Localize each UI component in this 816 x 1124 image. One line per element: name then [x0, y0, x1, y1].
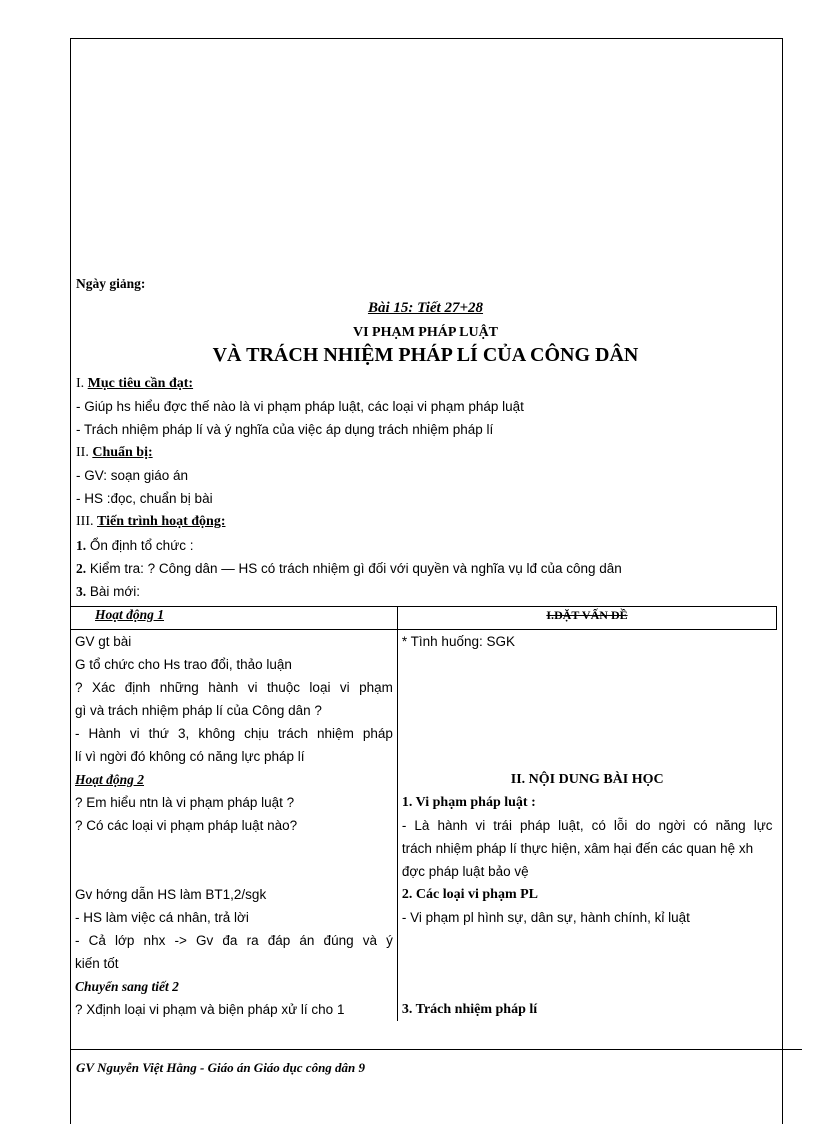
- table-line: [402, 929, 773, 952]
- table-line: [402, 699, 773, 722]
- table-line: [402, 952, 773, 975]
- table-line: * Tình huống: SGK: [401, 634, 515, 649]
- table-line: [402, 676, 773, 699]
- subheading-1: 1. Vi phạm pháp luật :: [401, 795, 536, 810]
- table-line: G tổ chức cho Hs trao đổi, thảo luận: [75, 657, 292, 672]
- title-small: VI PHẠM PHÁP LUẬT: [352, 325, 499, 340]
- step-3: [76, 584, 140, 600]
- section-2-title: Chuẩn bị:: [92, 445, 153, 460]
- subheading-3: 3. Trách nhiệm pháp lí: [401, 1002, 538, 1017]
- table-line: - Là hành vi trái pháp luật, có lỗi do ngời có năng lực: [401, 818, 773, 833]
- section-1-item: - Giúp hs hiểu đợc thế nào là vi phạm pháp luật, các loại vi phạm pháp luật: [76, 399, 524, 414]
- step-number: 2.: [76, 561, 87, 576]
- table-body-row: [71, 630, 777, 1022]
- section-1-heading: [76, 376, 193, 392]
- section-2-item: - GV: soạn giáo án: [76, 468, 189, 483]
- table-line: gì và trách nhiệm pháp lí của Công dân ?: [75, 703, 322, 718]
- step-number: 1.: [76, 538, 87, 553]
- table-line: ? Xác định những hành vi thuộc loại vi phạm: [75, 680, 393, 695]
- table-line: GV gt bài: [75, 634, 132, 649]
- right-column: [397, 630, 776, 1022]
- section-1-title: Mục tiêu cần đạt:: [87, 376, 194, 391]
- table-header-row: [71, 607, 777, 630]
- table-line: ? Có các loại vi phạm pháp luật nào?: [75, 818, 298, 833]
- step-number: 3.: [76, 584, 87, 599]
- step-text: Bài mới:: [89, 584, 141, 599]
- table-line: ? Em hiểu ntn là vi phạm pháp luật ?: [75, 795, 295, 810]
- subheading-2: 2. Các loại vi phạm PL: [401, 887, 539, 902]
- title-large: VÀ TRÁCH NHIỆM PHÁP LÍ CỦA CÔNG DÂN: [212, 344, 639, 366]
- table-line: - HS làm việc cá nhân, trả lời: [75, 910, 249, 925]
- section-2-heading: [76, 445, 153, 461]
- activity-2-label: Hoạt động 2: [75, 772, 145, 787]
- section-i-label: I.ĐẶT VẤN ĐỀ: [546, 608, 628, 622]
- left-column: [71, 630, 398, 1022]
- header-cell-right: [397, 607, 776, 630]
- section-ii-label: II. NỘI DUNG BÀI HỌC: [510, 772, 664, 787]
- table-line: [402, 745, 773, 768]
- step-2: [76, 561, 622, 577]
- section-1-number: I.: [76, 376, 85, 391]
- activity-1-label: Hoạt động 1: [95, 607, 165, 622]
- section-3-heading: [76, 514, 226, 530]
- table-line: Gv hớng dẫn HS làm BT1,2/sgk: [75, 887, 267, 902]
- section-2-item: - HS :đọc, chuẩn bị bài: [76, 491, 213, 506]
- section-2-number: II.: [76, 445, 89, 460]
- step-text: Kiểm tra: ? Công dân — HS có trách nhiệm gì đối với quyền và nghĩa vụ lđ của công dân: [89, 561, 622, 576]
- header-cell-left: [71, 607, 398, 630]
- step-1: [76, 538, 193, 554]
- table-line: [75, 860, 393, 883]
- table-line: [402, 975, 773, 998]
- table-line: ? Xđịnh loại vi phạm và biện pháp xử lí cho 1: [75, 1002, 345, 1017]
- page-footer: GV Nguyễn Việt Hằng - Giáo án Giáo dục công dân 9: [76, 1060, 366, 1075]
- lesson-part-2-label: Chuyển sang tiết 2: [75, 979, 179, 994]
- table-line: lí vì ngời đó không có năng lực pháp lí: [75, 749, 305, 764]
- step-text: Ổn định tổ chức :: [89, 538, 194, 553]
- lesson-table: [70, 606, 777, 1021]
- footer-divider: [70, 1049, 802, 1050]
- section-3-number: III.: [76, 514, 94, 529]
- section-3-title: Tiến trình hoạt động:: [97, 514, 226, 529]
- date-label: Ngày giảng:: [76, 276, 146, 291]
- table-line: [75, 837, 393, 860]
- table-line: - Vi phạm pl hình sự, dân sự, hành chính, kỉ luật: [401, 910, 690, 925]
- table-line: - Hành vi thứ 3, không chịu trách nhiệm pháp: [75, 726, 393, 741]
- table-line: [402, 722, 773, 745]
- section-1-item: - Trách nhiệm pháp lí và ý nghĩa của việc áp dụng trách nhiệm pháp lí: [76, 422, 494, 437]
- lesson-number: Bài 15: Tiết 27+28: [367, 300, 484, 316]
- table-line: kiến tốt: [75, 956, 119, 971]
- table-line: [402, 653, 773, 676]
- table-line: đợc pháp luật bảo vệ: [401, 864, 529, 879]
- table-line: trách nhiệm pháp lí thực hiện, xâm hại đến các quan hệ xh: [401, 841, 754, 856]
- table-line: - Cả lớp nhx -> Gv đa ra đáp án đúng và ý: [75, 933, 393, 948]
